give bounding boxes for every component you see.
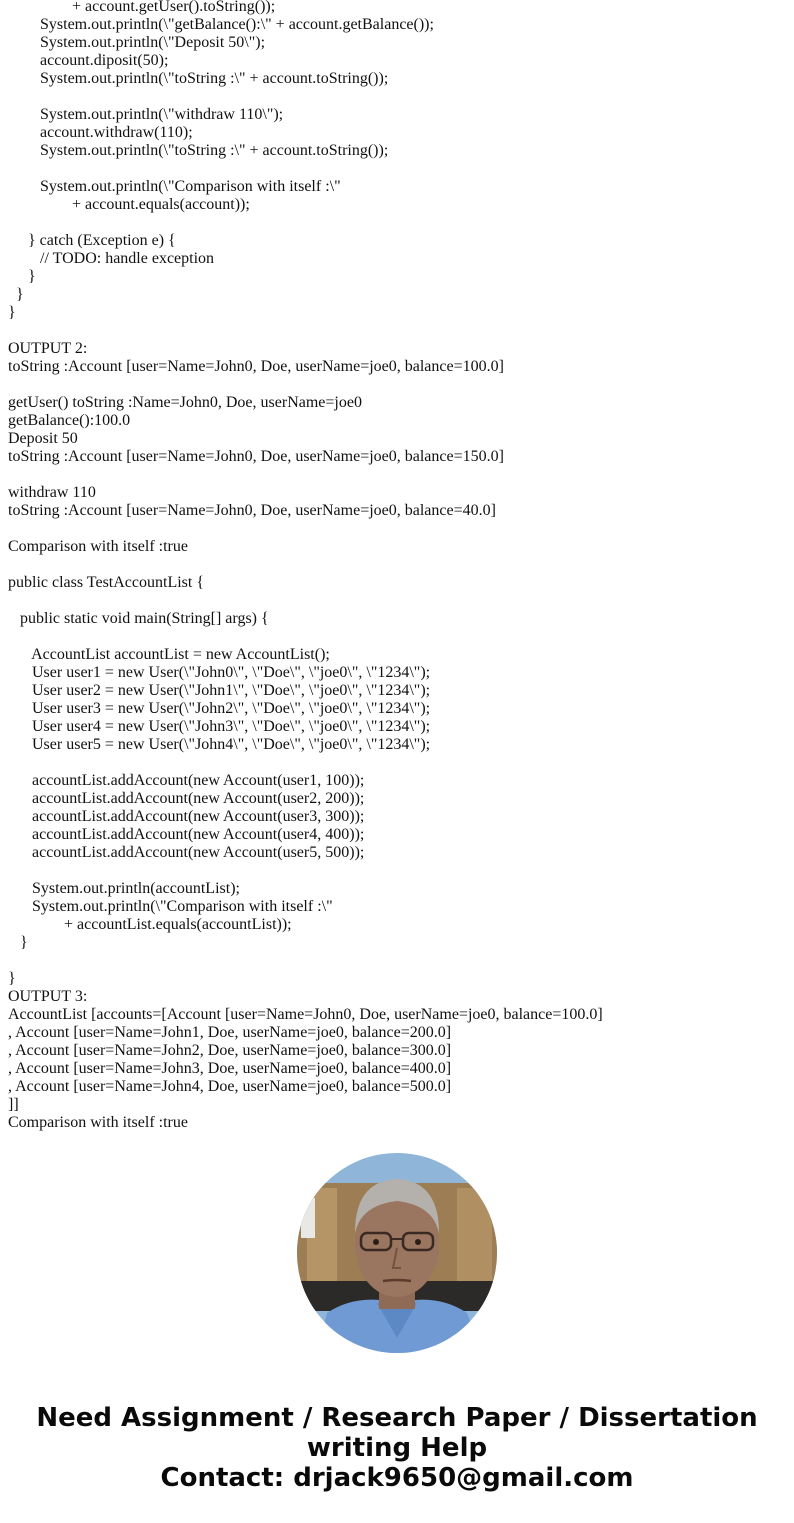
code-line: , Account [user=Name=John3, Doe, userName=joe0, balance=400.0] bbox=[8, 1060, 452, 1077]
code-line: , Account [user=Name=John2, Doe, userName=joe0, balance=300.0] bbox=[8, 1042, 452, 1059]
code-line: accountList.addAccount(new Account(user4, 400)); bbox=[8, 826, 365, 843]
code-line: Comparison with itself :true bbox=[8, 1114, 188, 1131]
code-line: User user4 = new User(\"John3\", \"Doe\", \"joe0\", \"1234\"); bbox=[8, 718, 431, 735]
code-line: account.diposit(50); bbox=[8, 52, 169, 69]
code-line bbox=[8, 862, 788, 880]
code-line: Deposit 50 bbox=[8, 430, 78, 447]
code-line: public static void main(String[] args) { bbox=[8, 610, 269, 627]
footer-subheadline: writing Help bbox=[306, 1433, 488, 1463]
code-line: } bbox=[8, 268, 36, 285]
code-line: System.out.println(\"withdraw 110\"); bbox=[8, 106, 284, 123]
code-line bbox=[8, 88, 788, 106]
code-line: + account.getUser().toString()); bbox=[8, 0, 276, 15]
code-line bbox=[8, 556, 788, 574]
person-photo-icon bbox=[297, 1153, 497, 1353]
code-line: System.out.println(\"Comparison with itself :\" bbox=[8, 178, 341, 195]
author-avatar bbox=[297, 1153, 497, 1353]
code-line: + accountList.equals(accountList)); bbox=[8, 916, 292, 933]
code-line: withdraw 110 bbox=[8, 484, 96, 501]
footer-headline: Need Assignment / Research Paper / Dissertation bbox=[36, 1403, 758, 1433]
code-line: toString :Account [user=Name=John0, Doe, userName=joe0, balance=150.0] bbox=[8, 448, 504, 465]
code-line: System.out.println(\"Comparison with itself :\" bbox=[8, 898, 333, 915]
code-line: } bbox=[8, 304, 16, 321]
contact-footer bbox=[0, 1403, 794, 1493]
code-line: + account.equals(account)); bbox=[8, 196, 250, 213]
code-line bbox=[8, 322, 788, 340]
code-line: User user5 = new User(\"John4\", \"Doe\", \"joe0\", \"1234\"); bbox=[8, 736, 431, 753]
footer-contact-email: Contact: drjack9650@gmail.com bbox=[160, 1463, 634, 1493]
code-line: getUser() toString :Name=John0, Doe, userName=joe0 bbox=[8, 394, 362, 411]
code-line bbox=[8, 592, 788, 610]
code-line: System.out.println(accountList); bbox=[8, 880, 240, 897]
code-line: System.out.println(\"Deposit 50\"); bbox=[8, 34, 266, 51]
code-document bbox=[8, 0, 788, 1132]
code-line: OUTPUT 3: bbox=[8, 988, 88, 1005]
code-line: OUTPUT 2: bbox=[8, 340, 88, 357]
code-line: User user3 = new User(\"John2\", \"Doe\", \"joe0\", \"1234\"); bbox=[8, 700, 431, 717]
code-line: User user2 = new User(\"John1\", \"Doe\", \"joe0\", \"1234\"); bbox=[8, 682, 431, 699]
code-line: } bbox=[8, 970, 16, 987]
code-line: toString :Account [user=Name=John0, Doe, userName=joe0, balance=40.0] bbox=[8, 502, 496, 519]
code-line: AccountList [accounts=[Account [user=Name=John0, Doe, userName=joe0, balance=100.0] bbox=[8, 1006, 603, 1023]
code-line: } bbox=[8, 286, 24, 303]
code-line: Comparison with itself :true bbox=[8, 538, 188, 555]
code-line: System.out.println(\"toString :\" + account.toString()); bbox=[8, 70, 389, 87]
code-line: } catch (Exception e) { bbox=[8, 232, 176, 249]
code-line: ]] bbox=[8, 1096, 19, 1113]
code-line: System.out.println(\"getBalance():\" + account.getBalance()); bbox=[8, 16, 434, 33]
code-line: // TODO: handle exception bbox=[8, 250, 215, 267]
code-line bbox=[8, 520, 788, 538]
code-line bbox=[8, 628, 788, 646]
code-line bbox=[8, 160, 788, 178]
code-line: , Account [user=Name=John4, Doe, userName=joe0, balance=500.0] bbox=[8, 1078, 452, 1095]
code-line: toString :Account [user=Name=John0, Doe, userName=joe0, balance=100.0] bbox=[8, 358, 504, 375]
code-line: account.withdraw(110); bbox=[8, 124, 193, 141]
code-line: accountList.addAccount(new Account(user5, 500)); bbox=[8, 844, 365, 861]
code-line: accountList.addAccount(new Account(user3, 300)); bbox=[8, 808, 365, 825]
code-line bbox=[8, 952, 788, 970]
code-line: getBalance():100.0 bbox=[8, 412, 131, 429]
code-line: } bbox=[8, 934, 28, 951]
code-line: AccountList accountList = new AccountList(); bbox=[8, 646, 330, 663]
code-line bbox=[8, 376, 788, 394]
code-line: accountList.addAccount(new Account(user1, 100)); bbox=[8, 772, 365, 789]
code-line bbox=[8, 754, 788, 772]
code-line bbox=[8, 214, 788, 232]
code-line: , Account [user=Name=John1, Doe, userName=joe0, balance=200.0] bbox=[8, 1024, 452, 1041]
code-line: User user1 = new User(\"John0\", \"Doe\", \"joe0\", \"1234\"); bbox=[8, 664, 431, 681]
code-line bbox=[8, 466, 788, 484]
code-line: System.out.println(\"toString :\" + account.toString()); bbox=[8, 142, 389, 159]
code-line: accountList.addAccount(new Account(user2, 200)); bbox=[8, 790, 365, 807]
code-line: public class TestAccountList { bbox=[8, 574, 205, 591]
